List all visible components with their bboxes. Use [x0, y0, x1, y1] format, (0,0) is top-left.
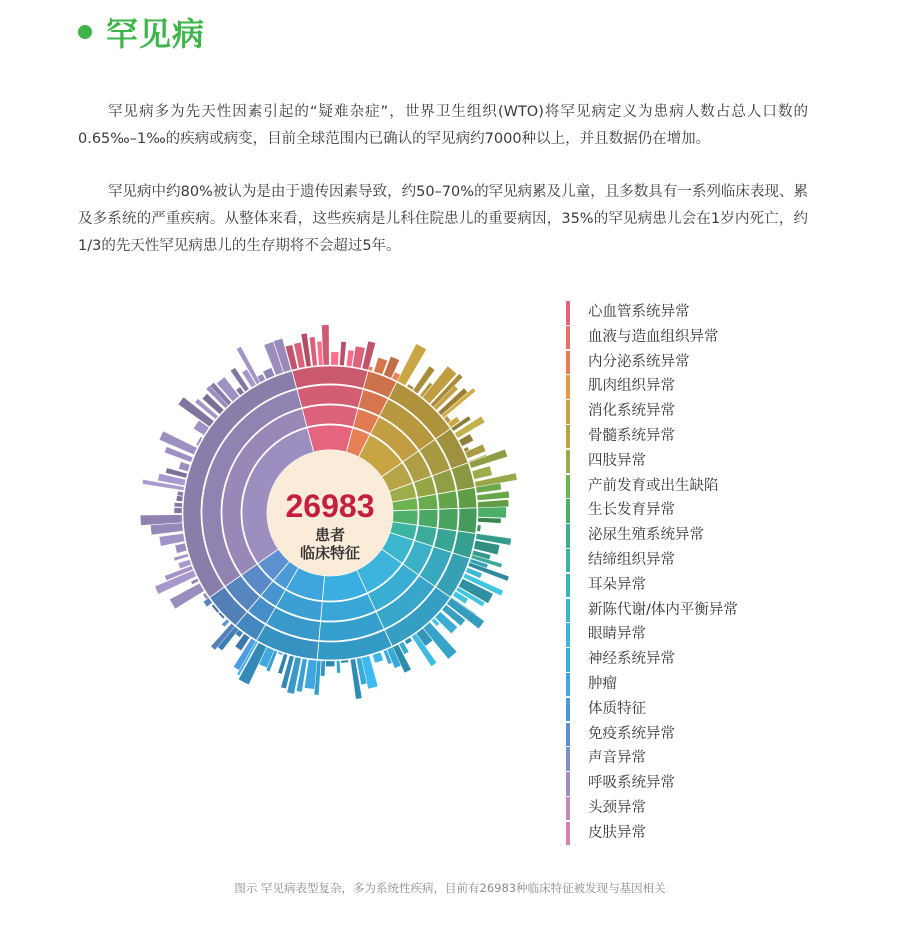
sunburst-spike: [174, 508, 182, 514]
legend-label: 产前发育或出生缺陷: [588, 477, 719, 494]
legend-label: 呼吸系统异常: [588, 775, 675, 792]
sunburst-segment: [302, 405, 358, 427]
sunburst-segment: [437, 491, 458, 509]
sunburst-spike: [222, 619, 230, 627]
legend-label: 骨髓系统异常: [588, 427, 675, 444]
legend-item: [566, 771, 738, 796]
sunburst-spike: [477, 491, 509, 500]
legend-swatch: [566, 524, 570, 548]
legend-item: [566, 474, 738, 499]
legend-swatch: [566, 549, 570, 573]
legend-item: [566, 573, 738, 598]
legend-item: [566, 722, 738, 747]
legend-swatch: [566, 351, 570, 375]
legend-swatch: [566, 797, 570, 821]
sunburst-segment: [438, 509, 458, 531]
legend-item: [566, 300, 738, 325]
legend-item: [566, 350, 738, 375]
legend-swatch: [566, 326, 570, 350]
legend-item: [566, 325, 738, 350]
legend-swatch: [566, 375, 570, 399]
legend-label: 泌尿生殖系统异常: [588, 527, 704, 544]
legend-swatch: [566, 772, 570, 796]
section-header: [78, 12, 205, 52]
legend-label: 肌肉组织异常: [588, 378, 675, 395]
page-title: 罕见病: [106, 15, 206, 53]
legend-label: 生长发育异常: [588, 502, 675, 519]
sunburst-spike: [478, 507, 506, 518]
sunburst-spike: [177, 491, 183, 496]
legend-label: 内分泌系统异常: [588, 353, 690, 370]
sunburst-spike: [341, 660, 349, 663]
legend-label: 结缔组织异常: [588, 551, 675, 568]
sunburst-spike: [174, 554, 189, 561]
legend-label: 眼睛异常: [588, 626, 646, 643]
legend-item: [566, 697, 738, 722]
intro-paragraph: 罕见病多为先天性因素引起的“疑难杂症”，世界卫生组织(WTO)将罕见病定义为患病人数占总人口数的0.65‰–1‰的疾病或病变，目前全球范围内已确认的罕见病约7000种以上，并且数据仍在增加。: [78, 104, 808, 147]
legend-swatch: [566, 499, 570, 523]
sunburst-segment: [297, 385, 363, 408]
sunburst-spike: [478, 518, 501, 524]
legend-swatch: [566, 747, 570, 771]
chart-legend: [566, 300, 738, 846]
legend-item: [566, 449, 738, 474]
legend-label: 血液与造血组织异常: [588, 328, 719, 345]
legend-item: [566, 796, 738, 821]
legend-swatch: [566, 648, 570, 672]
legend-label: 体质特征: [588, 700, 646, 717]
sunburst-spike: [191, 578, 199, 584]
legend-label: 神经系统异常: [588, 651, 675, 668]
sunburst-spike: [362, 341, 376, 370]
sunburst-spike: [170, 583, 205, 609]
legend-item: [566, 374, 738, 399]
legend-label: 消化系统异常: [588, 403, 675, 420]
legend-swatch: [566, 475, 570, 499]
sunburst-spike: [477, 525, 481, 532]
legend-item: [566, 746, 738, 771]
chart-center-label-2: 临床特征: [299, 544, 361, 562]
legend-label: 肿瘤: [588, 675, 617, 692]
sunburst-spike: [179, 462, 191, 472]
legend-label: 免疫系统异常: [588, 725, 675, 742]
legend-item: [566, 548, 738, 573]
sunburst-spike: [336, 661, 340, 673]
sunburst-spike: [478, 500, 509, 508]
legend-item: [566, 622, 738, 647]
legend-item: [566, 821, 738, 846]
legend-swatch: [566, 673, 570, 697]
legend-item: [566, 672, 738, 697]
legend-swatch: [566, 425, 570, 449]
sunburst-spike: [174, 502, 182, 507]
bullet-dot-icon: [78, 25, 92, 39]
legend-item: [566, 424, 738, 449]
detail-paragraph: 罕见病中约80%被认为是由于遗传因素导致，约50–70%的罕见病累及儿童，且多数具有一系列临床表现、累及多系统的严重疾病。从整体来看，这些疾病是儿科住院患儿的重要病因，35%的罕见病患儿会在1岁内死亡，约1/3的先天性罕见病患儿的生存期将不会超过5年。: [78, 184, 808, 254]
sunburst-spike: [472, 466, 492, 480]
sunburst-segment: [458, 508, 477, 534]
legend-swatch: [566, 400, 570, 424]
chart-center-number: 26983: [285, 488, 375, 524]
legend-label: 心血管系统异常: [588, 304, 690, 320]
legend-label: 头颈异常: [588, 799, 646, 816]
legend-swatch: [566, 574, 570, 598]
sunburst-spike: [175, 543, 187, 553]
legend-swatch: [566, 623, 570, 647]
legend-swatch: [566, 450, 570, 474]
legend-item: [566, 498, 738, 523]
legend-swatch: [566, 599, 570, 623]
sunburst-spike: [372, 652, 383, 663]
sunburst-spike: [320, 661, 325, 676]
sunburst-spike: [368, 366, 373, 371]
sunburst-segment: [307, 425, 353, 452]
legend-item: [566, 399, 738, 424]
legend-label: 皮肤异常: [588, 824, 646, 841]
legend-label: 声音异常: [588, 750, 646, 767]
legend-label: 新陈代谢/体内平衡异常: [588, 601, 738, 618]
sunburst-chart: [140, 318, 520, 708]
legend-swatch: [566, 301, 570, 325]
legend-swatch: [566, 822, 570, 846]
sunburst-spike: [176, 496, 183, 502]
sunburst-spike: [326, 661, 335, 667]
legend-label: 四肢异常: [588, 452, 646, 469]
legend-swatch: [566, 723, 570, 747]
legend-item: [566, 647, 738, 672]
sunburst-segment: [457, 487, 477, 508]
legend-item: [566, 523, 738, 548]
sunburst-spike: [340, 341, 347, 365]
sunburst-segment: [418, 509, 438, 528]
sunburst-spike: [317, 341, 323, 365]
sunburst-spike: [331, 352, 339, 365]
legend-label: 耳朵异常: [588, 576, 646, 593]
chart-center-label-1: 患者: [314, 526, 346, 544]
legend-item: [566, 598, 738, 623]
legend-swatch: [566, 698, 570, 722]
figure-caption: 图示 罕见病表型复杂，多为系统性疾病，目前有26983种临床特征被发现与基因相关: [234, 881, 666, 895]
